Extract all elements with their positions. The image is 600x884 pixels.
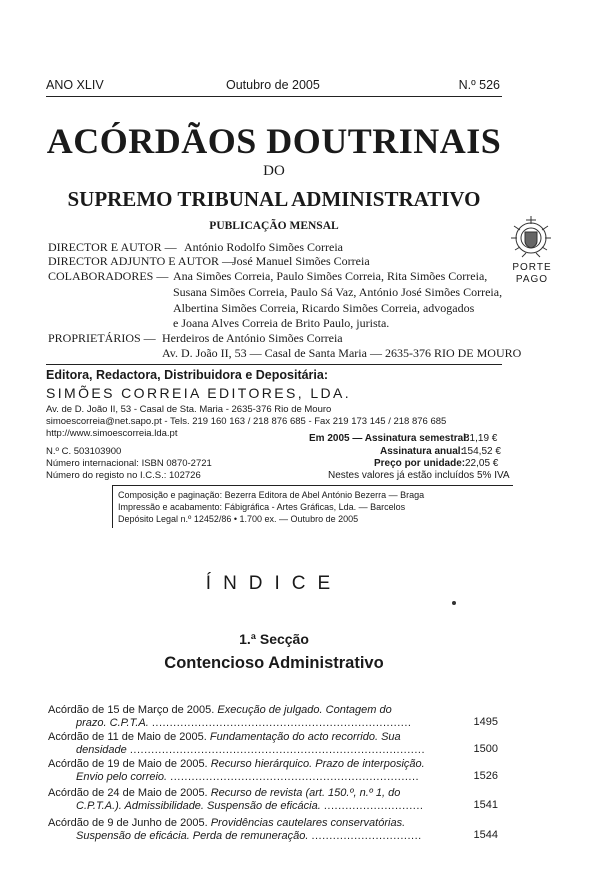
issue-number: N.º 526 — [458, 78, 500, 92]
entry-subject: Providências cautelares conservatórias. — [210, 817, 406, 829]
entry-subject-cont: C.P.T.A.). Admissibilidade. Suspensão de eficácia. — [76, 800, 321, 812]
entry-subject-cont: Suspensão de eficácia. Perda de remuneração. — [76, 830, 309, 842]
entry-subject: Fundamentação do acto recorrido. Sua — [209, 731, 401, 743]
director-name: António Rodolfo Simões Correia — [184, 240, 343, 254]
index-entry[interactable]: Acórdão de 15 de Março de 2005. Execução de julgado. Contagem do prazo. C.P.T.A. ......................................................................... 1495 — [48, 704, 498, 729]
annual-label: Assinatura anual: — [380, 446, 464, 457]
owners-label: PROPRIETÁRIOS — — [48, 331, 156, 345]
entry-date: Acórdão de 24 de Maio de 2005. — [48, 787, 208, 799]
ics-register: Número do registo no I.C.S.: 102726 — [46, 470, 201, 481]
index-title: ÍNDICE — [205, 573, 343, 594]
owners-name: Herdeiros de António Simões Correia — [162, 331, 343, 345]
contributors-line: Albertina Simões Correia, Ricardo Simões Correia, advogados — [173, 301, 475, 315]
entry-page: 1526 — [473, 770, 498, 782]
publisher-contacts: simoescorreia@net.sapo.pt - Tels. 219 160 163 / 218 876 685 - Fax 219 173 145 / 218 876 685 — [46, 416, 447, 427]
colophon-line: Depósito Legal n.º 12452/86 • 1.700 ex. — Outubro de 2005 — [118, 514, 359, 524]
entry-date: Acórdão de 9 de Junho de 2005. — [48, 817, 208, 829]
publisher-address: Av. de D. João II, 53 - Casal de Sta. Maria - 2635-376 Rio de Mouro — [46, 404, 332, 415]
entry-subject: Recurso hierárquico. Prazo de interposição. — [210, 758, 425, 770]
entry-page: 1541 — [473, 799, 498, 811]
entry-page: 1544 — [473, 829, 498, 841]
index-entry[interactable]: Acórdão de 24 de Maio de 2005. Recurso de revista (art. 150.º, n.º 1, do C.P.T.A.). Admissibilidade. Suspensão de eficácia. ............................ 1541 — [48, 787, 498, 812]
nc-number: N.º C. 503103900 — [46, 446, 122, 457]
contributors-line: Susana Simões Correia, Paulo Sá Vaz, António José Simões Correia, — [173, 285, 503, 299]
entry-date: Acórdão de 11 de Maio de 2005. — [48, 731, 207, 743]
contributors-line: Ana Simões Correia, Paulo Simões Correia, Rita Simões Correia, — [173, 269, 488, 283]
coat-of-arms-icon — [506, 212, 556, 262]
publisher-website: http://www.simoescorreia.lda.pt — [46, 428, 178, 439]
publisher-name: SIMÕES CORREIA EDITORES, LDA. — [46, 385, 352, 401]
journal-title: ACÓRDÃOS DOUTRINAIS — [46, 121, 502, 161]
contributors-label: COLABORADORES — — [48, 269, 169, 283]
publication-frequency: PUBLICAÇÃO MENSAL — [209, 220, 339, 232]
unit-price: 22,05 € — [465, 458, 499, 469]
deputy-name: José Manuel Simões Correia — [232, 254, 370, 268]
entry-subject-cont: Envio pelo correio. — [76, 771, 168, 783]
publisher-heading: Editora, Redactora, Distribuidora e Depositária: — [46, 368, 329, 382]
owners-address: Av. D. João II, 53 — Casal de Santa Maria — 2635-376 RIO DE MOURO — [162, 346, 522, 360]
section-number: 1.ª Secção — [239, 631, 309, 647]
entry-page: 1495 — [473, 716, 498, 728]
postage-line-2: PAGO — [515, 274, 549, 285]
index-entry[interactable]: Acórdão de 11 de Maio de 2005. Fundamentação do acto recorrido. Sua densidade ................................................................................... 1500 — [48, 731, 498, 756]
entry-subject: Recurso de revista (art. 150.º, n.º 1, do — [210, 787, 401, 799]
annual-price: 154,52 € — [462, 446, 501, 457]
entry-subject-cont: densidade — [76, 744, 127, 756]
index-entry[interactable]: Acórdão de 9 de Junho de 2005. Providências cautelares conservatórias. Suspensão de eficácia. Perda de remuneração. ............................... 1544 — [48, 817, 498, 842]
staff-rule — [46, 364, 502, 365]
entry-date: Acórdão de 15 de Março de 2005. — [48, 704, 215, 716]
issn-number: Número internacional: ISBN 0870-2721 — [46, 458, 212, 469]
entry-subject: Execução de julgado. Contagem do — [217, 704, 392, 716]
section-title: Contencioso Administrativo — [164, 654, 384, 672]
unit-label: Preço por unidade: — [374, 458, 466, 469]
semester-label: Em 2005 — Assinatura semestral: — [309, 433, 470, 444]
index-entry[interactable]: Acórdão de 19 de Maio de 2005. Recurso hierárquico. Prazo de interposição. Envio pelo correio. ...................................................................... 1526 — [48, 758, 498, 783]
vat-note: Nestes valores já estão incluídos 5% IVA — [328, 470, 510, 481]
deputy-label: DIRECTOR ADJUNTO E AUTOR — — [48, 254, 235, 268]
entry-subject-cont: prazo. C.P.T.A. — [76, 717, 149, 729]
postage-line-1: PORTE — [512, 262, 552, 273]
speck — [452, 601, 456, 605]
semester-price: 81,19 € — [464, 433, 498, 444]
postage-paid-stamp — [512, 262, 552, 286]
issue-header — [46, 78, 500, 96]
director-label: DIRECTOR E AUTOR — — [48, 240, 177, 254]
journal-title-do: DO — [263, 163, 285, 179]
colophon-line: Composição e paginação: Bezerra Editora de Abel António Bezerra — Braga — [118, 490, 425, 500]
header-rule — [46, 96, 502, 97]
entry-date: Acórdão de 19 de Maio de 2005. — [48, 758, 208, 770]
issue-date: Outubro de 2005 — [226, 78, 320, 92]
entry-page: 1500 — [473, 743, 498, 755]
colophon-line: Impressão e acabamento: Fábigráfica - Artes Gráficas, Lda. — Barcelos — [118, 502, 406, 512]
contributors-line: e Joana Alves Correia de Brito Paulo, jurista. — [173, 316, 390, 330]
journal-subtitle: SUPREMO TRIBUNAL ADMINISTRATIVO — [67, 187, 481, 211]
issue-year: ANO XLIV — [46, 78, 104, 92]
